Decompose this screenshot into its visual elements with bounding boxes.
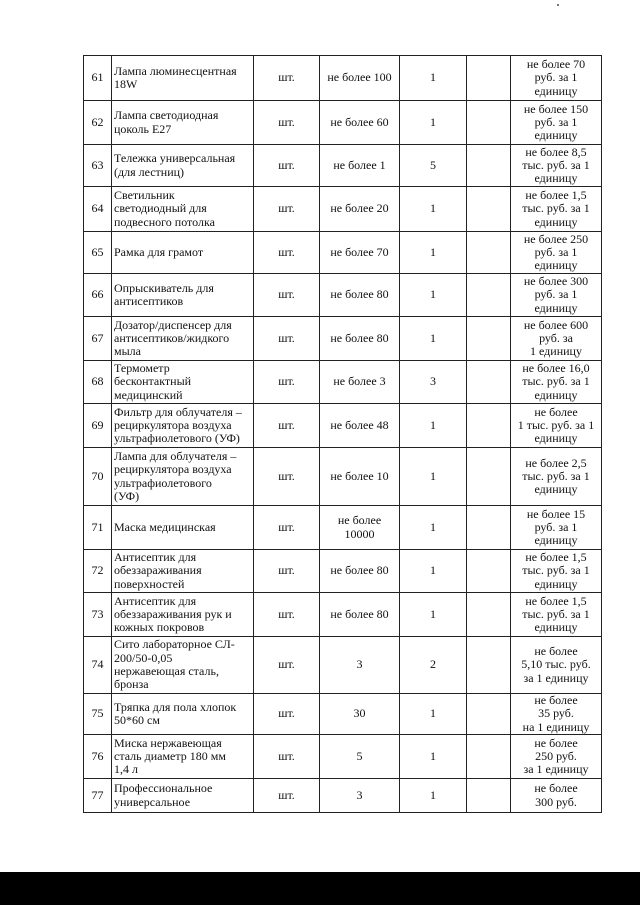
unit-cell [254, 145, 320, 187]
quantity-cell [320, 694, 400, 735]
item-name-text: Опрыскиватель для антисептиков [114, 280, 214, 308]
quantity-cell [320, 404, 400, 448]
count-cell [400, 694, 467, 735]
blank-cell [467, 187, 511, 232]
row-number [84, 404, 112, 448]
quantity-cell [320, 448, 400, 506]
scan-bottom-border [0, 872, 640, 905]
unit-cell-text: шт. [278, 787, 295, 802]
count-cell [400, 550, 467, 593]
quantity-cell-text: не более 48 [330, 417, 389, 432]
count-cell [400, 506, 467, 550]
item-name [112, 694, 254, 735]
unit-cell-text: шт. [278, 657, 295, 672]
row-number-text: 65 [91, 244, 104, 259]
item-name [112, 187, 254, 232]
price-limit-cell-text: не более 600 руб. за 1 единицу [523, 317, 589, 359]
count-cell-text: 1 [430, 70, 436, 85]
row-number-text: 76 [91, 748, 104, 763]
count-cell [400, 637, 467, 694]
price-limit-cell-text: не более 1,5 тыс. руб. за 1 единицу [522, 550, 590, 591]
price-limit-cell [511, 404, 602, 448]
blank-cell [467, 232, 511, 274]
unit-cell-text: шт. [278, 748, 295, 763]
unit-cell-text: шт. [278, 157, 295, 172]
quantity-cell [320, 779, 400, 813]
price-limit-cell-text: не более 250 руб. за 1 единицу [523, 735, 589, 777]
count-cell [400, 187, 467, 232]
row-number-text: 72 [91, 563, 104, 578]
item-name [112, 448, 254, 506]
unit-cell [254, 735, 320, 779]
price-limit-cell [511, 735, 602, 779]
blank-cell [467, 317, 511, 361]
price-limit-cell [511, 448, 602, 506]
table-row [84, 593, 602, 637]
quantity-cell-text: не более 10000 [337, 513, 382, 541]
quantity-cell [320, 145, 400, 187]
unit-cell [254, 187, 320, 232]
table-row [84, 506, 602, 550]
table-body [84, 56, 602, 813]
price-limit-cell-text: не более 35 руб. на 1 единицу [522, 693, 590, 734]
item-name-text: Антисептик для обеззараживания поверхностей [114, 550, 202, 591]
item-name [112, 56, 254, 101]
price-limit-cell-text: не более 5,10 тыс. руб. за 1 единицу [521, 644, 591, 685]
quantity-cell-text: не более 80 [330, 287, 389, 302]
procurement-table [83, 55, 602, 813]
row-number [84, 187, 112, 232]
row-number [84, 593, 112, 637]
price-limit-cell [511, 145, 602, 187]
scan-speck [557, 4, 559, 6]
row-number-text: 71 [91, 519, 104, 534]
row-number [84, 506, 112, 550]
quantity-cell-text: 3 [356, 787, 363, 802]
blank-cell [467, 593, 511, 637]
quantity-cell-text: не более 3 [333, 374, 386, 389]
quantity-cell [320, 232, 400, 274]
row-number [84, 694, 112, 735]
row-number [84, 145, 112, 187]
price-limit-cell-text: не более 15 руб. за 1 единицу [526, 506, 586, 548]
unit-cell [254, 506, 320, 550]
unit-cell-text: шт. [278, 330, 295, 345]
blank-cell [467, 448, 511, 506]
price-limit-cell [511, 637, 602, 694]
item-name-text: Миска нержавеющая сталь диаметр 180 мм 1,4 л [114, 735, 226, 777]
price-limit-cell-text: не более 150 руб. за 1 единицу [523, 101, 589, 143]
table-row [84, 317, 602, 361]
blank-cell [467, 506, 511, 550]
price-limit-cell [511, 550, 602, 593]
item-name-text: Профессиональное универсальное [114, 781, 213, 809]
item-name-text: Дозатор/диспенсер для антисептиков/жидкого мыла [114, 317, 232, 359]
count-cell-text: 1 [430, 201, 436, 216]
row-number-text: 68 [91, 374, 104, 389]
item-name-text: Фильтр для облучателя – рециркулятора воздуха ультрафиолетового (УФ) [114, 404, 242, 446]
row-number-text: 62 [91, 114, 104, 129]
table-row [84, 735, 602, 779]
blank-cell [467, 779, 511, 813]
item-name-text: Лампа светодиодная цоколь Е27 [114, 108, 219, 136]
unit-cell [254, 779, 320, 813]
quantity-cell [320, 56, 400, 101]
quantity-cell [320, 506, 400, 550]
row-number [84, 232, 112, 274]
count-cell-text: 1 [430, 606, 436, 621]
quantity-cell-text: 3 [356, 657, 363, 672]
table-row [84, 187, 602, 232]
blank-cell [467, 56, 511, 101]
count-cell-text: 1 [430, 519, 436, 534]
row-number [84, 735, 112, 779]
unit-cell-text: шт. [278, 201, 295, 216]
row-number-text: 70 [91, 468, 104, 483]
row-number [84, 361, 112, 404]
item-name-text: Тележка универсальная (для лестниц) [114, 151, 236, 179]
count-cell-text: 5 [430, 157, 436, 172]
count-cell-text: 1 [430, 287, 436, 302]
row-number [84, 550, 112, 593]
unit-cell-text: шт. [278, 519, 295, 534]
unit-cell [254, 637, 320, 694]
count-cell-text: 1 [430, 417, 436, 432]
unit-cell-text: шт. [278, 563, 295, 578]
count-cell [400, 145, 467, 187]
unit-cell [254, 550, 320, 593]
unit-cell-text: шт. [278, 287, 295, 302]
unit-cell-text: шт. [278, 244, 295, 259]
quantity-cell [320, 187, 400, 232]
table-row [84, 550, 602, 593]
price-limit-cell-text: не более 8,5 тыс. руб. за 1 единицу [522, 144, 590, 186]
row-number-text: 75 [91, 706, 104, 721]
blank-cell [467, 404, 511, 448]
item-name-text: Лампа люминесцентная 18W [114, 63, 237, 91]
unit-cell [254, 317, 320, 361]
count-cell-text: 1 [430, 114, 436, 129]
blank-cell [467, 101, 511, 145]
count-cell [400, 779, 467, 813]
row-number-text: 73 [91, 606, 104, 621]
count-cell [400, 232, 467, 274]
item-name [112, 404, 254, 448]
blank-cell [467, 637, 511, 694]
count-cell [400, 56, 467, 101]
count-cell-text: 1 [430, 563, 436, 578]
table-row [84, 274, 602, 317]
price-limit-cell [511, 56, 602, 101]
unit-cell [254, 274, 320, 317]
quantity-cell-text: 5 [356, 748, 363, 763]
item-name [112, 506, 254, 550]
count-cell-text: 1 [430, 748, 436, 763]
price-limit-cell [511, 779, 602, 813]
unit-cell-text: шт. [278, 374, 295, 389]
unit-cell [254, 448, 320, 506]
unit-cell-text: шт. [278, 606, 295, 621]
item-name [112, 317, 254, 361]
row-number [84, 317, 112, 361]
count-cell [400, 361, 467, 404]
quantity-cell-text: не более 10 [330, 468, 389, 483]
blank-cell [467, 361, 511, 404]
row-number [84, 448, 112, 506]
quantity-cell-text: не более 20 [330, 201, 389, 216]
item-name [112, 361, 254, 404]
quantity-cell [320, 550, 400, 593]
count-cell-text: 1 [430, 706, 436, 721]
unit-cell [254, 694, 320, 735]
table-row [84, 694, 602, 735]
unit-cell-text: шт. [278, 417, 295, 432]
item-name-text: Рамка для грамот [114, 244, 204, 259]
blank-cell [467, 145, 511, 187]
item-name-text: Термометр бесконтактный медицинский [114, 361, 192, 402]
price-limit-cell-text: не более 300 руб. за 1 единицу [523, 274, 589, 315]
count-cell [400, 101, 467, 145]
quantity-cell-text: 30 [353, 706, 366, 721]
item-name [112, 101, 254, 145]
price-limit-cell [511, 593, 602, 637]
price-limit-cell-text: не более 300 руб. [534, 781, 578, 809]
item-name [112, 593, 254, 637]
blank-cell [467, 694, 511, 735]
quantity-cell [320, 101, 400, 145]
price-limit-cell [511, 274, 602, 317]
quantity-cell-text: не более 1 [333, 157, 386, 172]
row-number [84, 779, 112, 813]
quantity-cell [320, 637, 400, 694]
quantity-cell-text: не более 80 [330, 606, 389, 621]
unit-cell [254, 593, 320, 637]
price-limit-cell [511, 361, 602, 404]
count-cell-text: 1 [430, 787, 436, 802]
row-number [84, 274, 112, 317]
blank-cell [467, 735, 511, 779]
price-limit-cell-text: не более 1,5 тыс. руб. за 1 единицу [522, 593, 590, 635]
unit-cell-text: шт. [278, 70, 295, 85]
table-row [84, 232, 602, 274]
count-cell [400, 317, 467, 361]
price-limit-cell [511, 187, 602, 232]
blank-cell [467, 550, 511, 593]
row-number-text: 67 [91, 330, 104, 345]
count-cell [400, 735, 467, 779]
item-name-text: Тряпка для пола хлопок 50*60 см [114, 699, 237, 727]
table-row [84, 637, 602, 694]
row-number [84, 56, 112, 101]
row-number-text: 69 [91, 417, 104, 432]
quantity-cell [320, 274, 400, 317]
table-row [84, 101, 602, 145]
price-limit-cell-text: не более 16,0 тыс. руб. за 1 единицу [522, 361, 590, 402]
quantity-cell [320, 317, 400, 361]
unit-cell-text: шт. [278, 706, 295, 721]
item-name [112, 274, 254, 317]
unit-cell [254, 232, 320, 274]
price-limit-cell-text: не более 250 руб. за 1 единицу [523, 231, 589, 273]
price-limit-cell [511, 506, 602, 550]
table-row [84, 779, 602, 813]
unit-cell [254, 56, 320, 101]
item-name-text: Маска медицинская [114, 519, 216, 534]
blank-cell [467, 274, 511, 317]
price-limit-cell-text: не более 1,5 тыс. руб. за 1 единицу [522, 188, 590, 229]
count-cell [400, 593, 467, 637]
item-name [112, 779, 254, 813]
item-name-text: Сито лабораторное СЛ- 200/50-0,05 нержавеющая сталь, бронза [114, 637, 235, 692]
price-limit-cell [511, 317, 602, 361]
item-name [112, 735, 254, 779]
table-row [84, 361, 602, 404]
count-cell-text: 2 [430, 657, 436, 672]
item-name-text: Светильник светодиодный для подвесного потолка [114, 188, 215, 229]
table-row [84, 404, 602, 448]
quantity-cell-text: не более 80 [330, 563, 389, 578]
count-cell-text: 3 [430, 374, 436, 389]
item-name [112, 637, 254, 694]
table-row [84, 56, 602, 101]
quantity-cell [320, 735, 400, 779]
quantity-cell [320, 593, 400, 637]
count-cell-text: 1 [430, 468, 436, 483]
price-limit-cell-text: не более 2,5 тыс. руб. за 1 единицу [522, 455, 590, 497]
table-row [84, 448, 602, 506]
count-cell [400, 448, 467, 506]
quantity-cell-text: не более 80 [330, 330, 389, 345]
unit-cell [254, 101, 320, 145]
count-cell [400, 404, 467, 448]
row-number-text: 63 [91, 157, 104, 172]
item-name [112, 550, 254, 593]
quantity-cell-text: не более 100 [327, 70, 392, 85]
item-name [112, 232, 254, 274]
row-number-text: 66 [91, 287, 104, 302]
row-number-text: 74 [91, 657, 104, 672]
quantity-cell-text: не более 70 [330, 244, 389, 259]
count-cell-text: 1 [430, 244, 436, 259]
price-limit-cell-text: не более 1 тыс. руб. за 1 единицу [517, 404, 595, 446]
price-limit-cell [511, 232, 602, 274]
unit-cell [254, 404, 320, 448]
table-row [84, 145, 602, 187]
row-number-text: 64 [91, 201, 104, 216]
price-limit-cell-text: не более 70 руб. за 1 единицу [526, 57, 586, 98]
unit-cell [254, 361, 320, 404]
quantity-cell [320, 361, 400, 404]
item-name [112, 145, 254, 187]
row-number-text: 61 [91, 70, 104, 85]
price-limit-cell [511, 694, 602, 735]
unit-cell-text: шт. [278, 114, 295, 129]
item-name-text: Лампа для облучателя – рециркулятора воздуха ультрафиолетового (УФ) [114, 448, 237, 503]
unit-cell-text: шт. [278, 468, 295, 483]
count-cell-text: 1 [430, 330, 436, 345]
quantity-cell-text: не более 60 [330, 114, 389, 129]
row-number [84, 637, 112, 694]
count-cell [400, 274, 467, 317]
row-number [84, 101, 112, 145]
item-name-text: Антисептик для обеззараживания рук и кожных покровов [114, 593, 232, 635]
price-limit-cell [511, 101, 602, 145]
row-number-text: 77 [91, 787, 104, 802]
